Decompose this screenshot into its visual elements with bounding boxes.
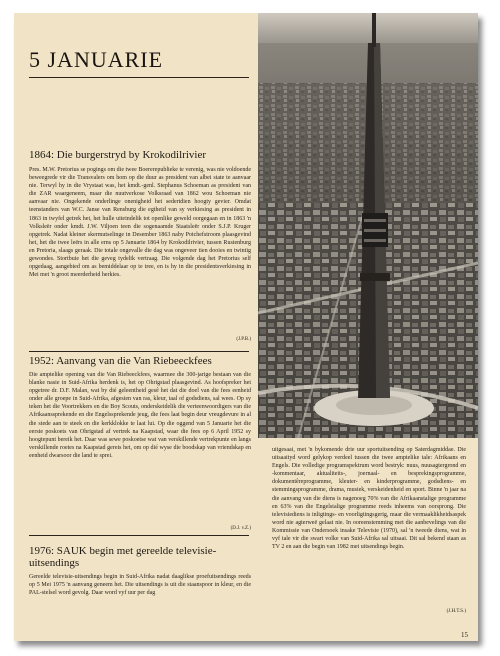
tower-photo <box>258 13 478 438</box>
article-2-rule <box>29 535 249 536</box>
article-3-continued <box>272 446 466 616</box>
article-3-continued-text: uitgesaai, met 'n bykomende drie uur sportuitsending op Saterdagmiddae. Die uitsaaityd word gelykop verdeel tussen die twee amptelike tale: Afrikaans en Engels. Die volledige programspektrum word bestryk: nuus, nuusagtergrond en -kommentaar, aktualiteits-, joernaal- en besprekingsprogramme, dokumentêreprogramme, kleuter- en kinderprogramme, godsdiens- en stemmingsprogramme, drama, musiek, verskeidenheid en sport. Binne 'n jaar na die aanvang van die diens is nagenoeg 70% van die Afrikaanstalige programme en 63% van die Engelstalige programme reeds inheems van oorsprong. Die televisiediens is inligtings- en voorligtingsgerig, maar die vermaaklikheidsaspek word nie agterweë gelaat nie. In ooreenstemming met die aanbevelings van die Kommissie van Ondersoek insake Televisie (1970), sal 'n tweede diens, wat in vyf tale vir die swart volke van Suid-Afrika sal uitsaai. Dit sal bekend staan as TV 2 en aan die begin van 1982 met uitsendings begin. <box>272 447 466 551</box>
article-1-title: 1864: Die burgerstryd by Krokodilrivier <box>29 149 206 161</box>
article-2-body <box>29 371 251 533</box>
book-page <box>14 13 478 641</box>
page-title: 5 JANUARIE <box>29 47 164 72</box>
article-1-signature: (J.P.B.) <box>236 336 251 342</box>
page-number: 15 <box>461 631 468 639</box>
article-1-text: Pres. M.W. Pretorius se pogings om die twee Boererepublieke te verenig, was nie voldoende beweegrede vir die Transvalers om hom op die duur as president van albei state te aanvaar nie. Terwyl hy in die Vrystaat was, het kmdt.-genl. Stephanus Schoeman as president van die ZAR waargeneem, maar die nuutverkose Volksraad van 1862 wou Schoeman nie aanvaar nie. Ongekende onderlinge onenigheid het sedertdien hoogty gevier. Omdat teenstanders van W.C. Janse van Rensburg die egtheid van sy verkiesing as president in 1863 in twyfel getrek het, het hulle uiteindelik tot openlike geweld oorgegaan en in 1863 'n Volksleër onder kmdt. J.W. Viljoen teen die sogenaamde Staatsleër onder S.J.P. Kruger opgetrek. Nadat kleiner skermutselinge in Desember 1863 naby Potchefstroom plaasgevind het, het die twee leërs in alle erns op 5 Januarie 1864 by Krokodilrivier, tussen Rustenburg en Pretoria, slaags geraak. Die totale ongevalle die dag was ongeveer tien dooies en twintig gewondes. Stortbuie het die geveg tydelik vertraag. Die volgende dag het Pretorius self opgedaag, aangebied om as bemiddelaar op te tree, en is hy in die presidentsverkiesing in Mei met 'n groot meerderheid herkies. <box>29 167 251 279</box>
article-3-signature: (J.H.T.S.) <box>446 608 466 614</box>
article-1-rule <box>29 351 249 352</box>
article-3-body: Gereelde televisie-uitsendings begin in Suid-Afrika nadat daaglikse proefuitsendings reeds op 5 Mei 1975 'n aanvang geneem het. Die uitsendings is uit die staanspoor in kleur, en die PAL-stelsel word gevolg. Daar word vyf uur per dag <box>29 574 251 597</box>
article-2-signature: (D.J. v.Z.) <box>230 525 251 531</box>
article-1-body <box>29 166 251 344</box>
title-rule <box>29 77 249 78</box>
article-2-title: 1952: Aanvang van die Van Riebeeckfees <box>29 355 212 367</box>
article-3-title: 1976: SAUK begin met gereelde televisie-uitsendings <box>29 545 217 569</box>
article-2-text: Die amptelike opening van die Van Riebeeckfees, waarmee die 300-jarige bestaan van die blanke nasie in Suid-Afrika herdenk is, het op Ohrigstad plaasgevind. As hoofspreker het opgetree dr. D.F. Malan, wat by dié geleentheid gesê het dat die doel van die fees eenheid onder alle groepe in Suid-Afrika, afgesien van ras, kleur, taal of godsdiens, sal wees. Op sy teken het die Voortrekkers en die Boy Scouts, onderskeidelik die verteenwoordigers van die Afrikaanssprekende en die Engelssprekende jeug, die fees laat begin deur vreugdevure in al die stede aan te steek en die kerkklokke te laat lui. Op die oggend van 5 Januarie het die eerste poskoets van Ohrigstad af vertrek na Kaapstad, waar die fees op 6 April 1952 sy hoogtepunt bereik het. Daar was sewe poskoetse wat van verskillende vertrekpunte en langs verskillende roetes na Kaapstad gereis het, om op dié wyse die boodskap van vriendskap en eenheid dwarsoor die land te sprei. <box>29 372 251 459</box>
tower-photo-graphic <box>258 13 478 438</box>
